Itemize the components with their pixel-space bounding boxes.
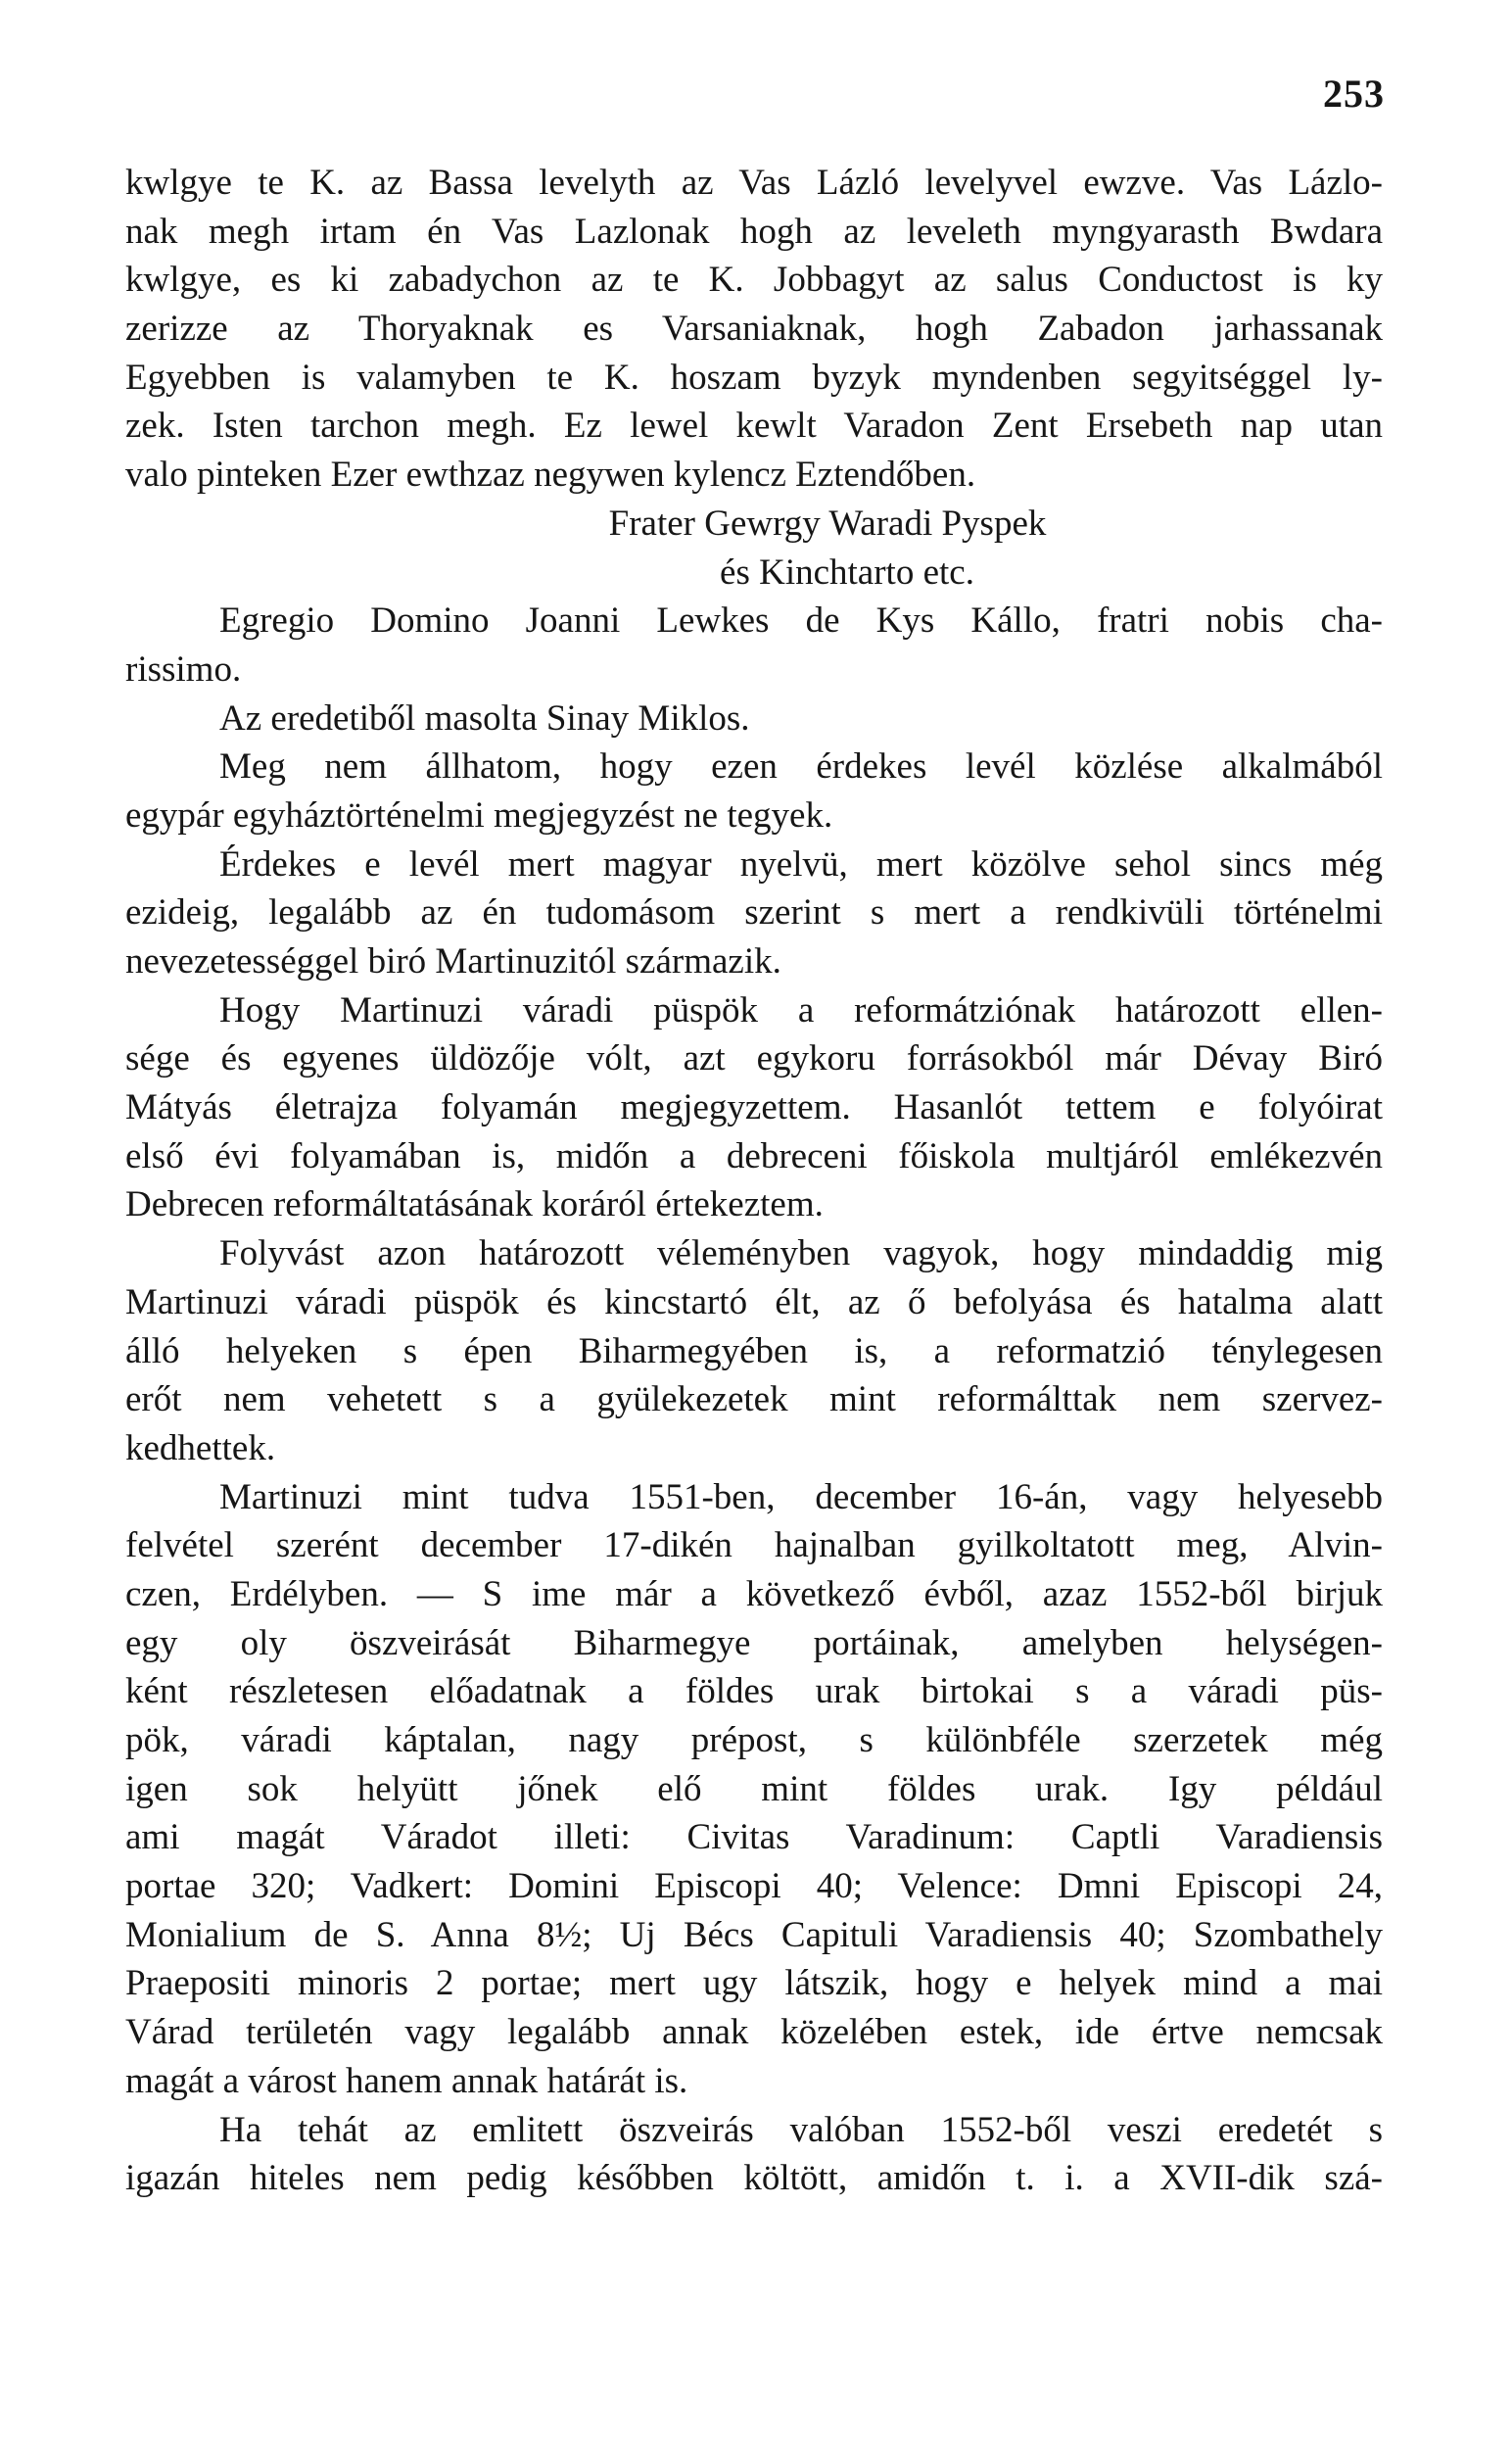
text-line: Martinuzi váradi püspök és kincstartó élt, az ő befolyása és hatalma alatt: [125, 1281, 1383, 1322]
text-line: kedhettek.: [125, 1427, 276, 1468]
text-line: zerizze az Thoryaknak es Varsaniaknak, hogh Zabadon jarhassanak: [125, 309, 1383, 350]
text-line: Folyvást azon határozott véleményben vagyok, hogy mindaddig mig: [219, 1233, 1383, 1274]
text-line: magát a várost hanem annak határát is.: [125, 2060, 688, 2101]
text-line: Mátyás életrajza folyamán megjegyzettem. Hasanlót tettem e folyóirat: [125, 1087, 1383, 1128]
text-line: Hogy Martinuzi váradi püspök a reformátziónak határozott ellen-: [219, 989, 1383, 1031]
text-line: Martinuzi mint tudva 1551-ben, december 16-án, vagy helyesebb: [219, 1476, 1383, 1517]
text-line: első évi folyamában is, midőn a debreceni főiskola multjáról emlékezvén: [125, 1135, 1383, 1176]
text-line: valo pinteken Ezer ewthzaz negywen kylencz Eztendőben.: [125, 455, 976, 496]
text-line: pök, váradi káptalan, nagy prépost, s különbféle szerzetek még: [125, 1720, 1383, 1760]
text-line: Várad területén vagy legalább annak közelében estek, ide értve nemcsak: [125, 2012, 1383, 2053]
text-line: Monialium de S. Anna 8½; Uj Bécs Capituli Varadiensis 40; Szombathely: [125, 1914, 1383, 1955]
address-line: rissimo.: [125, 648, 242, 690]
text-line: Debrecen reformáltatásának koráról értekeztem.: [125, 1184, 824, 1225]
text-line: álló helyeken s épen Biharmegyében is, a reformatzió ténylegesen: [125, 1330, 1383, 1371]
text-line: nak megh irtam én Vas Lazlonak hogh az leveleth myngyarasth Bwdara: [125, 211, 1383, 252]
text-line: ami magát Váradot illeti: Civitas Varadinum: Captli Varadiensis: [125, 1817, 1383, 1858]
body-text: [125, 159, 1383, 2203]
text-line: igazán hiteles nem pedig későbben költött, amidőn t. i. a XVII-dik szá-: [125, 2158, 1383, 2199]
text-line: ként részletesen előadatnak a földes urak birtokai s a váradi püs-: [125, 1671, 1383, 1712]
text-line: nevezetességgel biró Martinuzitól származik.: [125, 941, 781, 982]
text-line: sége és egyenes üldözője vólt, azt egykoru forrásokból már Dévay Biró: [125, 1038, 1383, 1079]
text-line: felvétel szerént december 17-dikén hajnalban gyilkoltatott meg, Alvin-: [125, 1525, 1383, 1566]
address-line: Egregio Domino Joanni Lewkes de Kys Kállo, fratri nobis cha-: [219, 600, 1383, 642]
text-line: zek. Isten tarchon megh. Ez lewel kewlt Varadon Zent Ersebeth nap utan: [125, 406, 1383, 447]
text-line: Egyebben is valamyben te K. hoszam byzyk myndenben segyitséggel ly-: [125, 357, 1383, 398]
signature-line: Frater Gewrgy Waradi Pyspek: [608, 503, 1047, 544]
page-number: 253: [1323, 72, 1385, 116]
text-line: igen sok helyütt jőnek elő mint földes urak. Igy például: [125, 1768, 1383, 1809]
text-line: erőt nem vehetett s a gyülekezetek mint reformálttak nem szervez-: [125, 1379, 1383, 1420]
text-line: portae 320; Vadkert: Domini Episcopi 40; Velence: Dmni Episcopi 24,: [125, 1866, 1383, 1907]
text-line: czen, Erdélyben. — S ime már a következő évből, azaz 1552-ből birjuk: [125, 1573, 1383, 1614]
text-line: Praepositi minoris 2 portae; mert ugy látszik, hogy e helyek mind a mai: [125, 1963, 1383, 2004]
text-line: Érdekes e levél mert magyar nyelvü, mert közölve sehol sincs még: [219, 843, 1383, 885]
text-line: Meg nem állhatom, hogy ezen érdekes levél közlése alkalmából: [219, 746, 1383, 788]
text-line: Ha tehát az emlitett öszveirás valóban 1552-ből veszi eredetét s: [219, 2109, 1383, 2150]
text-line: ezideig, legalább az én tudomásom szerint s mert a rendkivüli történelmi: [125, 892, 1383, 934]
text-line: egy oly öszveirását Biharmegye portáinak, amelyben helységen-: [125, 1622, 1383, 1663]
signature-line: és Kinchtarto etc.: [720, 552, 974, 593]
source-note: Az eredetiből masolta Sinay Miklos.: [219, 697, 750, 739]
text-line: kwlgye, es ki zabadychon az te K. Jobbagyt az salus Conductost is ky: [125, 260, 1383, 301]
text-line: egypár egyháztörténelmi megjegyzést ne tegyek.: [125, 794, 833, 836]
text-line: kwlgye te K. az Bassa levelyth az Vas Lázló levelyvel ewzve. Vas Lázlo-: [125, 163, 1383, 203]
